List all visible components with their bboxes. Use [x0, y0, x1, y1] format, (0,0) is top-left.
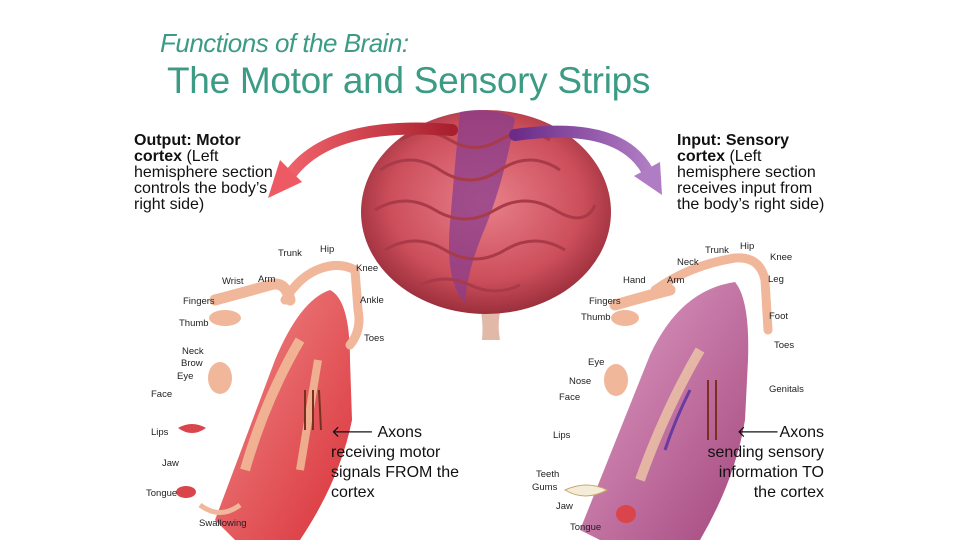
motor-label-fingers: Fingers — [183, 296, 215, 307]
sensory-label-face: Face — [559, 392, 581, 403]
motor-label-trunk: Trunk — [278, 248, 302, 259]
sensory-label-neck: Neck — [677, 257, 699, 268]
motor-label-lips: Lips — [151, 427, 169, 438]
motor-label-knee: Knee — [356, 263, 379, 274]
motor-label-thumb: Thumb — [179, 318, 209, 329]
sensory-label-tongue: Tongue — [570, 522, 602, 533]
sensory-label-hip: Hip — [740, 241, 755, 252]
sensory-label-foot: Foot — [769, 311, 789, 322]
motor-label-swallowing: Swallowing — [199, 518, 247, 529]
motor-axon-caption: 🡐 Axons receiving motor signals FROM the cortex — [331, 424, 460, 501]
sensory-label-fingers: Fingers — [589, 296, 621, 307]
input-caption-heading: Input: Sensory cortex — [677, 132, 790, 165]
motor-label-eye: Eye — [177, 371, 194, 382]
sensory-label-knee: Knee — [770, 252, 793, 263]
sensory-label-toes: Toes — [774, 340, 795, 351]
motor-label-hip: Hip — [320, 244, 335, 255]
sensory-label-gums: Gums — [532, 482, 558, 493]
sensory-label-nose: Nose — [569, 376, 592, 387]
motor-label-wrist: Wrist — [222, 276, 244, 287]
sensory-label-thumb: Thumb — [581, 312, 611, 323]
output-caption — [134, 133, 274, 213]
sensory-label-leg: Leg — [768, 274, 784, 285]
sensory-label-trunk: Trunk — [705, 245, 729, 256]
central-brain — [361, 110, 611, 340]
page-title: The Motor and Sensory Strips — [167, 60, 651, 101]
sensory-label-arm: Arm — [667, 275, 685, 286]
sensory-label-genitals: Genitals — [769, 384, 804, 395]
subtitle: Functions of the Brain: — [160, 28, 409, 58]
input-caption — [677, 133, 827, 213]
motor-label-brow: Brow — [181, 358, 203, 369]
sensory-label-jaw: Jaw — [556, 501, 573, 512]
motor-label-toes: Toes — [364, 333, 385, 344]
output-caption-heading: Output: Motor cortex — [134, 132, 241, 165]
motor-label-face: Face — [151, 389, 173, 400]
sensory-label-teeth: Teeth — [536, 469, 560, 480]
motor-label-neck: Neck — [182, 346, 204, 357]
motor-label-jaw: Jaw — [162, 458, 179, 469]
sensory-axon-caption: 🡐Axons sending sensory information TO the cortex — [707, 424, 824, 501]
sensory-label-hand: Hand — [623, 275, 646, 286]
motor-label-ankle: Ankle — [360, 295, 384, 306]
sensory-label-lips: Lips — [553, 430, 571, 441]
input-caption-body: (Left hemisphere section receives input from the body’s right side) — [677, 148, 825, 213]
motor-label-tongue: Tongue — [146, 488, 178, 499]
sensory-label-eye: Eye — [588, 357, 605, 368]
output-caption-body: (Left hemisphere section controls the body’s right side) — [134, 148, 273, 213]
motor-label-arm: Arm — [258, 274, 276, 285]
